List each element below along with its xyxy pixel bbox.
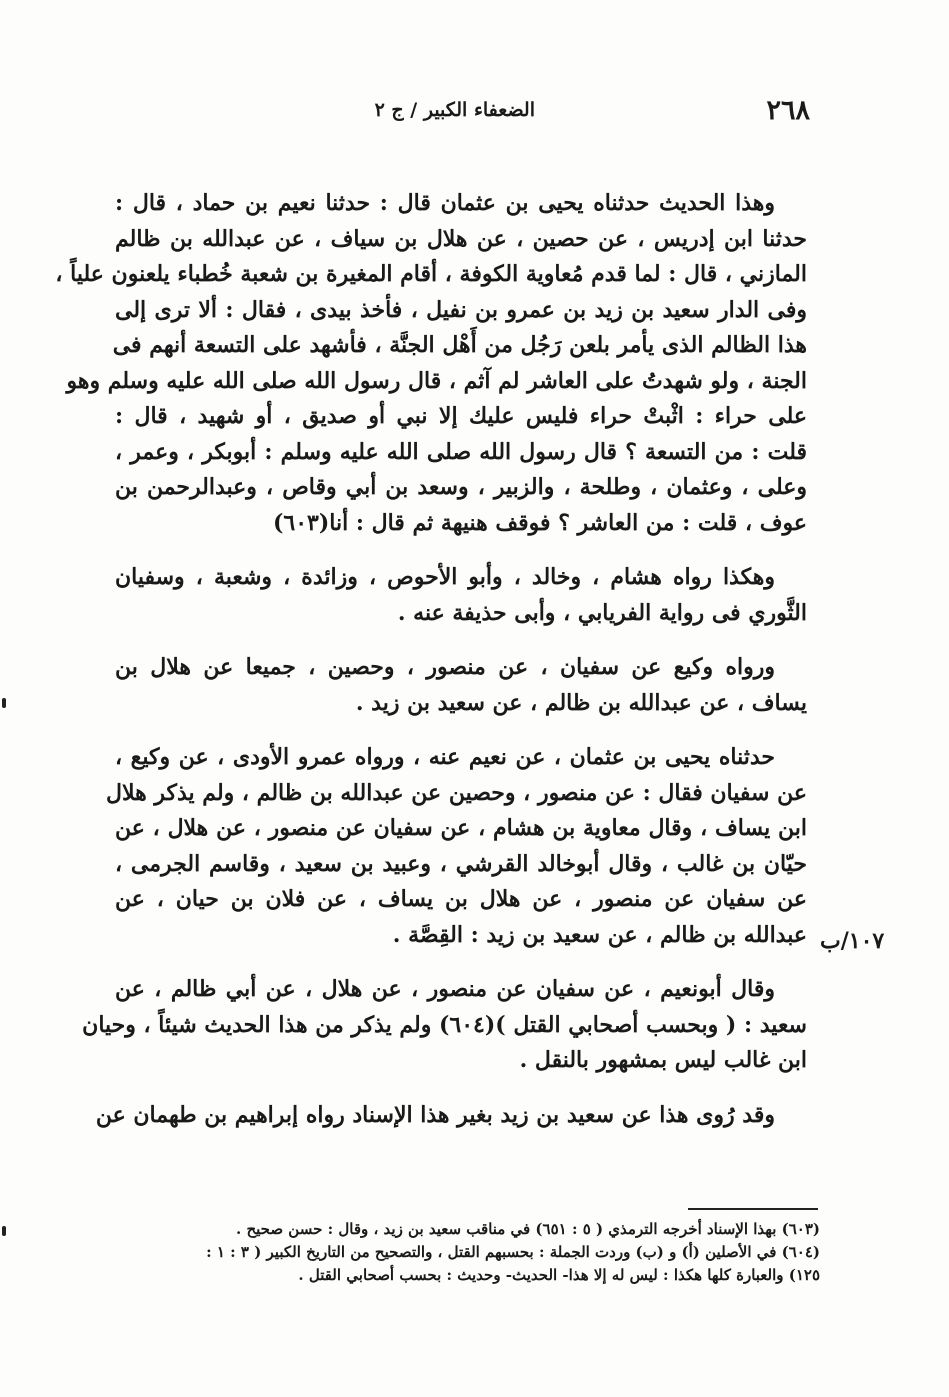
text-line: ابن غالب ليس بمشهور بالنقل . (519, 1047, 807, 1073)
paragraph (105, 740, 807, 953)
text-line: عن سفيان عن منصور ، عن هلال بن يساف ، عن فلان بن حيان ، عن (115, 886, 807, 912)
page-header (110, 95, 810, 135)
paragraph (55, 186, 807, 541)
text-line: وقد رُوى هذا عن سعيد بن زيد بغير هذا الإسناد رواه إبراهيم بن طهمان عن (95, 1101, 775, 1128)
text-line: وهذا الحديث حدثناه يحيى بن عثمان قال : حدثنا نعيم بن حماد ، قال : (115, 190, 775, 216)
footnotes (130, 1218, 820, 1287)
footnote-separator (688, 1208, 818, 1210)
text-line: ابن يساف ، وقال معاوية بن هشام ، عن سفيان عن منصور ، عن هلال ، عن (115, 815, 807, 841)
manuscript-folio-note: ١٠٧/ب (820, 928, 885, 954)
text-line: قلت : من التسعة ؟ قال رسول الله صلى الله عليه وسلم : أبوبكر ، وعمر ، (115, 438, 807, 465)
footnote: (٦٠٤) في الأصلين (أ) و (ب) وردت الجملة : بحسبهم القتل ، والتصحيح من التاريخ الكبير ( ٣ : ١ : (206, 1243, 820, 1261)
text-line: يساف ، عن عبدالله بن ظالم ، عن سعيد بن زيد . (355, 689, 807, 716)
footnote: (٦٠٣) بهذا الإسناد أخرجه الترمذي ( ٥ : ٦٥١) في مناقب سعيد بن زيد ، وقال : حسن صحيح . (236, 1220, 820, 1238)
text-line: على حراء : اثْبتْ حراء فليس عليك إلا نبي أو صديق ، أو شهيد ، قال : (115, 403, 807, 429)
text-line: الجنة ، ولو شهدتُ على العاشر لم آثم ، قال رسول الله صلى الله عليه وسلم وهو (66, 367, 807, 394)
scan-artifact (2, 698, 6, 708)
text-line: وقال أبونعيم ، عن سفيان عن منصور ، عن هلال ، عن أبي ظالم ، عن (115, 976, 775, 1002)
text-line: حدثنا ابن إدريس ، عن حصين ، عن هلال بن سياف ، عن عبدالله بن ظالم (115, 225, 807, 252)
text-line: حيّان بن غالب ، وقال أبوخالد القرشي ، وعبيد بن سعيد ، وقاسم الجرمى ، (115, 850, 807, 877)
text-line: وهكذا رواه هشام ، وخالد ، وأبو الأحوص ، وزائدة ، وشعبة ، وسفيان (115, 564, 775, 590)
text-line: سعيد : ( وبحسب أصحابي القتل )(٦٠٤) ولم يذكر من هذا الحديث شيئاً ، وحيان (82, 1011, 807, 1038)
running-title: الضعفاء الكبير / ج ٢ (374, 99, 535, 121)
text-line: المازني ، قال : لما قدم مُعاوية الكوفة ، أقام المغيرة بن شعبة خُطباء يلعنون علياً ، (55, 261, 807, 287)
text-line: حدثناه يحيى بن عثمان ، عن نعيم عنه ، ورواه عمرو الأودى ، عن وكيع ، (115, 744, 775, 770)
text-line: الثَّوري فى رواية الفريابي ، وأبى حذيفة عنه . (397, 599, 807, 626)
scan-artifact (2, 1226, 6, 1236)
text-line: هذا الظالم الذى يأمر بلعن رَجُل من أَهْل الجنَّة ، فأشهد على التسعة أنهم فى (112, 332, 807, 358)
paragraph (95, 1098, 807, 1134)
text-line: ورواه وكيع عن سفيان ، عن منصور ، وحصين ، جميعا عن هلال بن (115, 654, 775, 680)
main-text (55, 186, 807, 1152)
paragraph (115, 560, 807, 631)
page-number: ٢٦٨ (766, 95, 810, 126)
paragraph (82, 972, 807, 1079)
text-line: عن سفيان فقال : عن منصور ، وحصين عن عبدالله بن ظالم ، ولم يذكر هلال (105, 779, 807, 806)
paragraph (115, 650, 807, 721)
text-line: عبدالله بن ظالم ، عن سعيد بن زيد : القِصَّة . (392, 921, 807, 948)
footnote: ١٢٥) والعبارة كلها هكذا : ليس له إلا هذا- الحديث- وحديث : بحسب أصحابي القتل . (298, 1266, 820, 1284)
text-line: عوف ، قلت : من العاشر ؟ فوقف هنيهة ثم قال : أنا(٦٠٣) (272, 509, 807, 536)
text-line: وعلى ، وعثمان ، وطلحة ، والزبير ، وسعد بن أبي وقاص ، وعبدالرحمن بن (115, 474, 807, 500)
text-line: وفى الدار سعيد بن زيد بن عمرو بن نفيل ، فأخذ بيدى ، فقال : ألا ترى إلى (115, 296, 807, 323)
